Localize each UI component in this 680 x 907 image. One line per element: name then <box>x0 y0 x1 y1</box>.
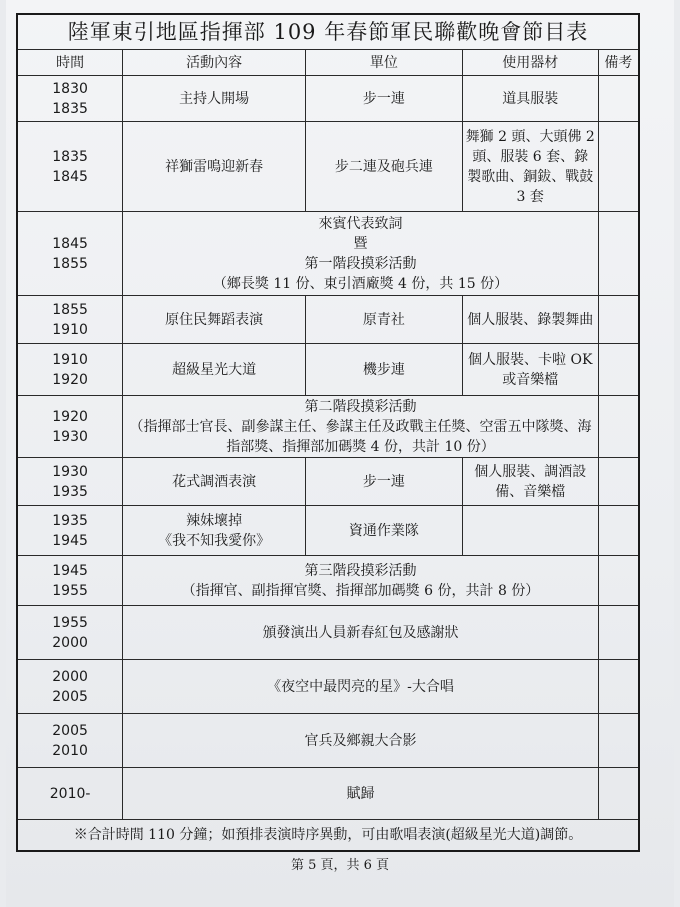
time-end: 1945 <box>52 532 88 549</box>
time-end: 2010 <box>52 742 88 759</box>
unit-cell: 原青社 <box>306 296 463 344</box>
time-cell <box>17 556 123 606</box>
merged-event-cell <box>123 660 599 714</box>
merged-line: 《夜空中最閃亮的星》-大合唱 <box>267 678 454 695</box>
time-start: 1945 <box>52 562 88 579</box>
equipment-cell: 舞獅 2 頭、大頭佛 2 頭、服裝 6 套、錄製歌曲、銅鈸、戰鼓 3 套 <box>462 122 598 212</box>
merged-line: 官兵及鄉親大合影 <box>304 732 417 749</box>
header-activity: 活動內容 <box>123 50 306 76</box>
merged-line: 第一階段摸彩活動 <box>304 255 417 272</box>
activity-cell: 超級星光大道 <box>123 344 306 396</box>
note-cell <box>598 506 639 556</box>
time-start: 1835 <box>52 148 88 165</box>
note-cell <box>598 606 639 660</box>
time-start: 1920 <box>52 408 88 425</box>
time-cell <box>17 606 123 660</box>
merged-line: 頒發演出人員新春紅包及感謝狀 <box>262 624 459 641</box>
activity-cell: 祥獅雷鳴迎新春 <box>123 122 306 212</box>
time-end: 1935 <box>52 483 88 500</box>
equipment-cell: 個人服裝、調酒設備、音樂檔 <box>462 458 598 506</box>
unit-cell: 步一連 <box>306 458 463 506</box>
table-row <box>17 506 639 556</box>
time-start: 1955 <box>52 614 88 631</box>
unit-cell: 機步連 <box>306 344 463 396</box>
time-end: 1835 <box>52 100 88 117</box>
page-number: 第 5 頁，共 6 頁 <box>290 858 390 873</box>
merged-line: 第二階段摸彩活動 <box>304 398 417 415</box>
activity-cell: 花式調酒表演 <box>123 458 306 506</box>
time-start: 1845 <box>52 235 88 252</box>
program-table <box>16 13 640 852</box>
time-end: 1845 <box>52 168 88 185</box>
table-row <box>17 344 639 396</box>
table-row <box>17 458 639 506</box>
time-cell <box>17 344 123 396</box>
table-row <box>17 296 639 344</box>
time-start: 1930 <box>52 463 88 480</box>
activity-cell <box>123 506 306 556</box>
equipment-cell: 道具服裝 <box>462 76 598 122</box>
header-unit: 單位 <box>306 50 463 76</box>
merged-line: （指揮部士官長、副參謀主任、參謀主任及政戰主任獎、空雷五中隊獎、海指部獎、指揮部加碼獎 4 份，共計 10 份） <box>129 418 592 455</box>
time-cell <box>17 396 123 458</box>
table-row <box>17 660 639 714</box>
time-cell <box>17 660 123 714</box>
time-end: 1910 <box>52 321 88 338</box>
table-row <box>17 396 639 458</box>
equipment-cell: 個人服裝、卡啦 OK 或音樂檔 <box>462 344 598 396</box>
time-cell <box>17 212 123 296</box>
note-cell <box>598 768 639 820</box>
time-start: 2010- <box>49 785 91 802</box>
table-row <box>17 606 639 660</box>
time-cell <box>17 122 123 212</box>
document-sheet <box>6 0 674 907</box>
table-row <box>17 212 639 296</box>
time-end: 1920 <box>52 371 88 388</box>
note-cell <box>598 122 639 212</box>
time-end: 2000 <box>52 634 88 651</box>
unit-cell: 步二連及砲兵連 <box>306 122 463 212</box>
merged-line: （鄉長獎 11 份、東引酒廠獎 4 份，共 15 份） <box>212 275 509 292</box>
footer-note: ※合計時間 110 分鐘；如預排表演時序異動，可由歌唱表演(超級星光大道)調節。 <box>17 820 639 852</box>
time-cell <box>17 458 123 506</box>
footer-row <box>17 820 639 852</box>
header-note: 備考 <box>598 50 639 76</box>
note-cell <box>598 396 639 458</box>
merged-line: （指揮官、副指揮官獎、指揮部加碼獎 6 份，共計 8 份） <box>181 582 540 599</box>
note-cell <box>598 458 639 506</box>
time-start: 2000 <box>52 668 88 685</box>
merged-event-cell <box>123 714 599 768</box>
time-end: 1930 <box>52 428 88 445</box>
note-cell <box>598 296 639 344</box>
activity-line: 《我不知我愛你》 <box>158 532 271 549</box>
merged-event-cell <box>123 606 599 660</box>
time-start: 1935 <box>52 512 88 529</box>
time-cell <box>17 768 123 820</box>
time-cell <box>17 714 123 768</box>
table-row <box>17 556 639 606</box>
time-cell <box>17 506 123 556</box>
time-start: 1855 <box>52 301 88 318</box>
merged-line: 賦歸 <box>346 785 375 802</box>
time-start: 2005 <box>52 722 88 739</box>
merged-event-cell <box>123 212 599 296</box>
time-end: 1855 <box>52 255 88 272</box>
activity-line: 辣妹壞掉 <box>186 512 243 529</box>
note-cell <box>598 660 639 714</box>
time-start: 1910 <box>52 351 88 368</box>
merged-line: 來賓代表致詞 <box>318 215 403 232</box>
note-cell <box>598 556 639 606</box>
time-end: 2005 <box>52 688 88 705</box>
activity-cell: 主持人開場 <box>123 76 306 122</box>
merged-event-cell <box>123 556 599 606</box>
time-end: 1955 <box>52 582 88 599</box>
time-start: 1830 <box>52 80 88 97</box>
activity-cell: 原住民舞蹈表演 <box>123 296 306 344</box>
merged-line: 第三階段摸彩活動 <box>304 562 417 579</box>
time-cell <box>17 296 123 344</box>
header-row <box>17 50 639 76</box>
merged-event-cell <box>123 768 599 820</box>
table-row <box>17 768 639 820</box>
equipment-cell <box>462 506 598 556</box>
header-equipment: 使用器材 <box>462 50 598 76</box>
header-time: 時間 <box>17 50 123 76</box>
document-title: 陸軍東引地區指揮部 109 年春節軍民聯歡晚會節目表 <box>17 14 639 50</box>
time-cell <box>17 76 123 122</box>
equipment-cell: 個人服裝、錄製舞曲 <box>462 296 598 344</box>
note-cell <box>598 76 639 122</box>
merged-line: 暨 <box>353 235 368 252</box>
note-cell <box>598 344 639 396</box>
title-row <box>17 14 639 50</box>
table-row <box>17 122 639 212</box>
note-cell <box>598 212 639 296</box>
unit-cell: 資通作業隊 <box>306 506 463 556</box>
note-cell <box>598 714 639 768</box>
merged-event-cell <box>123 396 599 458</box>
table-row <box>17 76 639 122</box>
table-row <box>17 714 639 768</box>
unit-cell: 步一連 <box>306 76 463 122</box>
